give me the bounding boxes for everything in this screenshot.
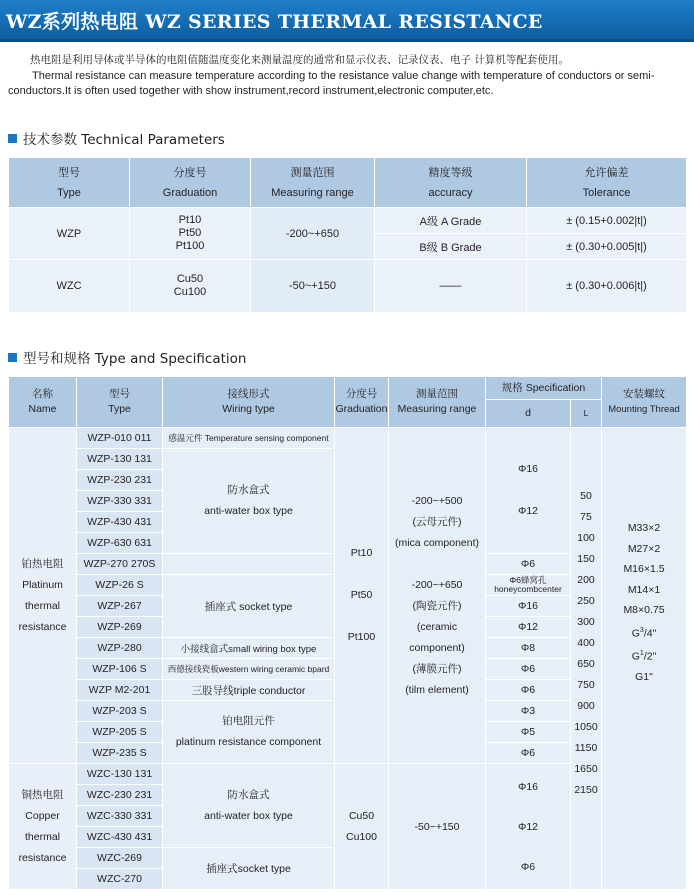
header-accuracy: 精度等级 accuracy [375,158,527,208]
wiring-element-cell: 铂电阻元件 platinum resistance component [163,701,335,764]
table-header-row [9,377,687,400]
platinum-graduation-cell: Pt10 Pt50 Pt100 [335,428,389,764]
table-header-row [9,158,687,208]
model-cell: WZP-270 270S [77,554,163,575]
model-cell: WZP-630 631 [77,533,163,554]
page-title: WZ系列热电阻 WZ SERIES THERMAL RESISTANCE [6,11,543,33]
wzp-graduation-cell: Pt10 Pt50 Pt100 [130,208,251,260]
square-bullet-icon [8,134,17,143]
tech-params-heading [8,128,225,148]
d-honeycomb-cell: Φ6蜂窝孔 honeycombcenter [486,575,571,596]
model-cell: WZC-269 [77,848,163,869]
model-cell: WZP-269 [77,617,163,638]
wzp-grade-a-cell: A级 A Grade [375,208,527,234]
model-cell: WZP-205 S [77,722,163,743]
copper-graduation-cell: Cu50 Cu100 [335,764,389,890]
table-row [9,260,687,313]
model-cell: WZP-130 131 [77,449,163,470]
wzp-grade-b-cell: B级 B Grade [375,234,527,260]
wiring-triple-cell: 三股导线triple conductor [163,680,335,701]
tech-params-table [8,157,687,313]
copper-range-cell: -50~+150 [389,764,486,890]
wzc-graduation-cell: Cu50 Cu100 [130,260,251,313]
header-type: 型号 Type [77,377,163,428]
d-cell: Φ16 [486,596,571,617]
header-name: 名称 Name [9,377,77,428]
header-graduation: 分度号 Graduation [335,377,389,428]
d-cell-box: Φ16 Φ12 [486,428,571,554]
copper-wiring-box-cell: 防水盒式 anti-water box type [163,764,335,848]
model-cell: WZC-130 131 [77,764,163,785]
model-cell: WZC-330 331 [77,806,163,827]
model-cell: WZP-106 S [77,659,163,680]
header-thread: 安装螺纹 Mounting Thread [602,377,687,428]
table-row [9,208,687,234]
model-cell: WZC-230 231 [77,785,163,806]
intro-chinese: 热电阻是利用导体或半导体的电阻值随温度变化来测量温度的通常和显示仪表、记录仪表、电子 计算机等配套使用。 [30,54,569,66]
model-cell: WZP-330 331 [77,491,163,512]
square-bullet-icon [8,353,17,362]
d-cell: Φ6 [486,680,571,701]
copper-name-cell: 铜热电阻 Copper thermal resistance [9,764,77,890]
wiring-small-box-cell: 小接线盒式small wiring box type [163,638,335,659]
wzc-range-cell: -50~+150 [251,260,375,313]
header-range: 测量范围 Measuring range [389,377,486,428]
model-cell: WZP-230 231 [77,470,163,491]
copper-wiring-socket-cell: 插座式socket type [163,848,335,890]
wiring-sensing-cell: 感温元件 Temperature sensing component [163,428,335,449]
header-range: 测量范围 Measuring range [251,158,375,208]
model-cell: WZP-267 [77,596,163,617]
wzp-type-cell: WZP [9,208,130,260]
d-cell: Φ3 [486,701,571,722]
d-cell: Φ5 [486,722,571,743]
model-cell: WZP-280 [77,638,163,659]
wzc-accuracy-cell: —— [375,260,527,313]
header-wiring: 接线形式 Wiring type [163,377,335,428]
model-cell: WZP M2-201 [77,680,163,701]
model-cell: WZP-26 S [77,575,163,596]
d-cell: Φ12 [486,617,571,638]
type-spec-heading-text: 型号和规格 Type and Specification [23,351,247,367]
wzc-tolerance-cell: ± (0.30+0.006|t|) [527,260,687,313]
model-cell: WZP-430 431 [77,512,163,533]
wzp-range-cell: -200~+650 [251,208,375,260]
model-cell: WZC-270 [77,869,163,890]
platinum-name-cell: 铂热电阻 Platinum thermal resistance [9,428,77,764]
tech-params-heading-text: 技术参数 Technical Parameters [23,132,225,148]
length-cell: 50 75 100 150 200 250 300 400 650 750 900 1050 1150 1650 2150 [571,428,602,890]
wiring-box-cell: 防水盒式 anti-water box type [163,449,335,554]
header-tolerance: 允许偏差 Tolerance [527,158,687,208]
header-type: 型号 Type [9,158,130,208]
d-cell: Φ6 [486,554,571,575]
header-d: d [486,400,571,428]
d-cell: Φ8 [486,638,571,659]
wzc-type-cell: WZC [9,260,130,313]
copper-d-cell: Φ16 Φ12 Φ6 [486,764,571,890]
type-spec-table [8,376,687,890]
d-cell: Φ6 [486,743,571,764]
intro-english: Thermal resistance can measure temperature according to the resistance value change with temperature of conductors or semi-conductors.It is often used together with show instrument,record instrument,electronic computer,etc. [8,70,655,97]
model-cell: WZP-010 011 [77,428,163,449]
header-graduation: 分度号 Graduation [130,158,251,208]
model-cell: WZC-430 431 [77,827,163,848]
wiring-blank-cell [163,554,335,575]
wzp-tolerance-b-cell: ± (0.30+0.005|t|) [527,234,687,260]
wiring-western-cell: 西德接线瓷板western wiring ceramic bpard [163,659,335,680]
wzp-tolerance-a-cell: ± (0.15+0.002|t|) [527,208,687,234]
type-spec-heading [8,347,246,367]
wiring-socket-cell: 插座式 socket type [163,575,335,638]
platinum-range-cell: -200~+500 (云母元件) (mica component) -200~+650 (陶瓷元件) (ceramic component) (薄膜元件) (tilm element) [389,428,486,764]
d-cell: Φ6 [486,659,571,680]
thread-cell: M33×2 M27×2 M16×1.5 M14×1 M8×0.75 $G^3/4$" $G^1/2$" G1" [602,428,687,890]
header-l: L [571,400,602,428]
model-cell: WZP-203 S [77,701,163,722]
model-cell: WZP-235 S [77,743,163,764]
title-banner [0,0,694,42]
table-row [9,428,687,449]
header-specification: 规格 Specification [486,377,602,400]
